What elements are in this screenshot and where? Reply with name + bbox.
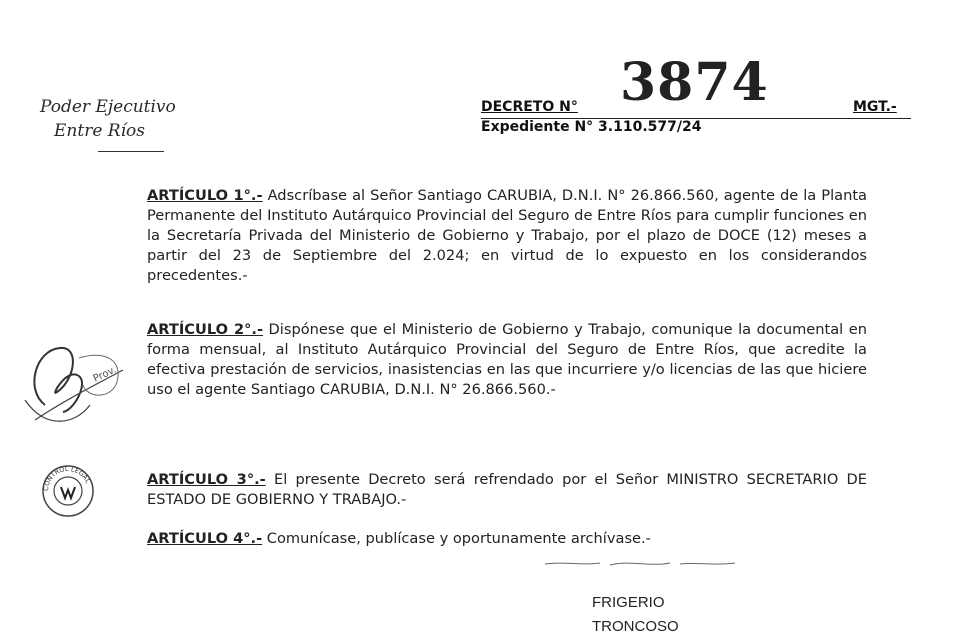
- article-2: [147, 320, 867, 400]
- signer-name-1: FRIGERIO: [592, 594, 665, 611]
- institution-line-1: Poder Ejecutivo: [40, 97, 176, 117]
- article-3: [147, 470, 867, 510]
- article-4-label: ARTÍCULO 4°.-: [147, 530, 263, 547]
- signature-stamp-icon: [5, 330, 135, 440]
- article-4: [147, 529, 867, 549]
- decreto-suffix: MGT.-: [853, 99, 897, 115]
- decreto-label: DECRETO N°: [481, 99, 578, 115]
- expediente-number: Expediente N° 3.110.577/24: [481, 119, 702, 135]
- article-4-text: Comunícase, publícase y oportunamente archívase.-: [262, 530, 651, 547]
- article-3-text: El presente Decreto será refrendado por el Señor MINISTRO SECRETARIO DE ESTADO DE GOBIERNO Y TRABAJO.-: [147, 471, 868, 508]
- decreto-number: 3874: [620, 52, 769, 113]
- article-2-text: Dispónese que el Ministerio de Gobierno y Trabajo, comunique la documental en forma mensual, al Instituto Autárquico Provincial del Seguro de Entre Ríos, que acredite la efectiva prestación de servicios, inasistencias en las que incurriere y/o licencias de las que hiciere uso el agente Santiago CARUBIA, D.N.I. N° 26.866.560.-: [147, 321, 867, 398]
- institution-underline: [98, 151, 164, 152]
- article-2-label: ARTÍCULO 2°.-: [147, 321, 264, 338]
- article-1: [147, 186, 867, 286]
- control-legal-seal-icon: [40, 463, 96, 519]
- article-3-label: ARTÍCULO 3°.-: [147, 471, 266, 488]
- article-1-text: Adscríbase al Señor Santiago CARUBIA, D.N.I. N° 26.866.560, agente de la Planta Permanente del Instituto Autárquico Provincial del Seguro de Entre Ríos para cumplir funciones en la Secretaría Privada del Ministerio de Gobierno y Trabajo, por el plazo de DOCE (12) meses a partir del 23 de Septiembre del 2.024; en virtud de lo expuesto en los considerandos precedentes.-: [147, 187, 867, 284]
- seal-text: CONTROL LEGAL: [41, 464, 92, 492]
- signer-name-2: TRONCOSO: [592, 618, 679, 635]
- svg-text:CONTROL LEGAL: [42, 465, 92, 491]
- institution-heading: [40, 95, 190, 143]
- initial-scribble-icon: [540, 556, 740, 570]
- signature-stamp-text: Prov.: [91, 364, 119, 385]
- article-1-label: ARTÍCULO 1°.-: [147, 187, 263, 204]
- institution-line-2: Entre Ríos: [54, 121, 145, 141]
